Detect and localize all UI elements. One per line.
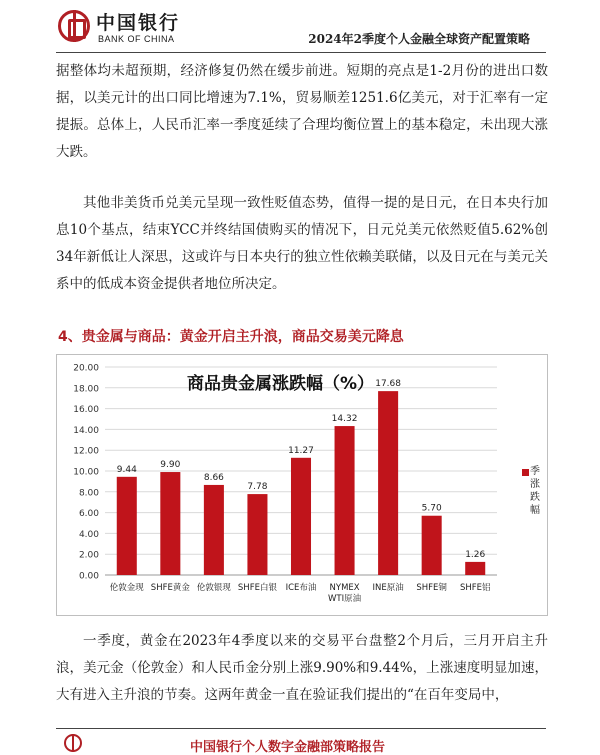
data-label: 5.70: [421, 503, 442, 514]
y-tick-label: 10.00: [73, 467, 99, 478]
chart-title: 商品贵金属涨跌幅（%）: [187, 374, 375, 394]
paragraph-3: 一季度，黄金在2023年4季度以来的交易平台盘整2个月后，三月开启主升浪，美元金（伦敦金）和人民币金分别上涨9.90%和9.44%，上涨速度明显加速，大有进入主升浪的节奏。这两年黄金一直在验证我们提出的“在百年变局中，: [56, 633, 548, 703]
bar: [291, 458, 311, 575]
data-label: 17.68: [375, 379, 401, 390]
data-label: 9.90: [160, 460, 181, 471]
y-tick-label: 8.00: [78, 488, 99, 499]
data-label: 14.32: [331, 414, 358, 425]
footer-divider: [56, 728, 546, 729]
paragraph-2: 其他非美货币兑美元呈现一致性贬值态势，值得一提的是日元，在日本央行加息10个基点，结束YCC并终结国债购买的情况下，日元兑美元依然贬值5.62%创34年新低让人深思，这或许与日本央行的独立性依赖美联储，以及日元在与美元关系中的低成本资金提供者地位所决定。: [56, 195, 548, 292]
y-tick-label: 4.00: [78, 529, 99, 540]
data-label: 1.26: [465, 549, 486, 560]
bar: [117, 477, 137, 575]
bar: [465, 562, 485, 575]
x-tick-label: SHFE铝: [459, 583, 491, 593]
header-divider: [56, 52, 546, 53]
y-tick-label: 0.00: [78, 571, 99, 582]
logo-chinese-text: 中国银行: [96, 12, 181, 34]
x-tick-label: NYMEX: [329, 583, 360, 593]
bar: [335, 426, 355, 575]
footer-logo-icon: [64, 734, 82, 752]
y-tick-label: 2.00: [78, 550, 99, 561]
data-label: 8.66: [203, 472, 224, 483]
paragraph-1: 据整体均未超预期，经济修复仍然在缓步前进。短期的亮点是1-2月份的进出口数据，以美元计的出口同比增速为7.1%，贸易顺差1251.6亿美元，对于汇率有一定提振。总体上，人民币汇率一季度延续了合理均衡位置上的基本稳定，未出现大涨大跌。: [56, 63, 548, 160]
x-tick-label: SHFE铜: [416, 583, 447, 593]
x-tick-label: 伦敦金现: [109, 583, 144, 593]
y-tick-label: 12.00: [73, 446, 99, 457]
bank-of-china-logo-icon: [58, 10, 90, 42]
y-tick-label: 6.00: [78, 509, 99, 520]
data-label: 11.27: [288, 445, 314, 456]
legend-label: 季涨跌幅: [530, 466, 540, 516]
page-header: [0, 0, 600, 56]
logo-english-text: BANK OF CHINA: [98, 34, 175, 44]
y-tick-label: 14.00: [73, 425, 99, 436]
bar: [204, 485, 224, 575]
y-tick-label: 16.00: [73, 405, 99, 416]
bar: [422, 516, 442, 575]
section-title: 4、贵金属与商品：黄金开启主升浪，商品交易美元降息: [58, 329, 404, 345]
data-label: 9.44: [116, 464, 137, 475]
chart-legend: [522, 465, 540, 517]
bar: [247, 494, 267, 575]
x-tick-label: SHFE白银: [237, 583, 277, 593]
bar: [160, 472, 180, 575]
footer-text: 中国银行个人数字金融部策略报告: [190, 740, 386, 755]
commodity-chart: [56, 354, 548, 616]
data-label: 7.78: [247, 482, 268, 493]
y-tick-label: 20.00: [73, 363, 99, 374]
bar: [378, 391, 398, 575]
x-tick-label: SHFE黄金: [150, 583, 190, 593]
y-tick-label: 18.00: [73, 384, 99, 395]
chart-canvas: [57, 355, 547, 615]
x-tick-label: 伦敦银现: [196, 583, 231, 593]
x-tick-label: ICE布油: [285, 583, 317, 593]
document-title: 2024年2季度个人金融全球资产配置策略: [308, 32, 530, 46]
x-tick-label: WTI原油: [328, 594, 362, 604]
x-tick-label: INE原油: [372, 583, 404, 593]
legend-swatch: [522, 469, 529, 476]
